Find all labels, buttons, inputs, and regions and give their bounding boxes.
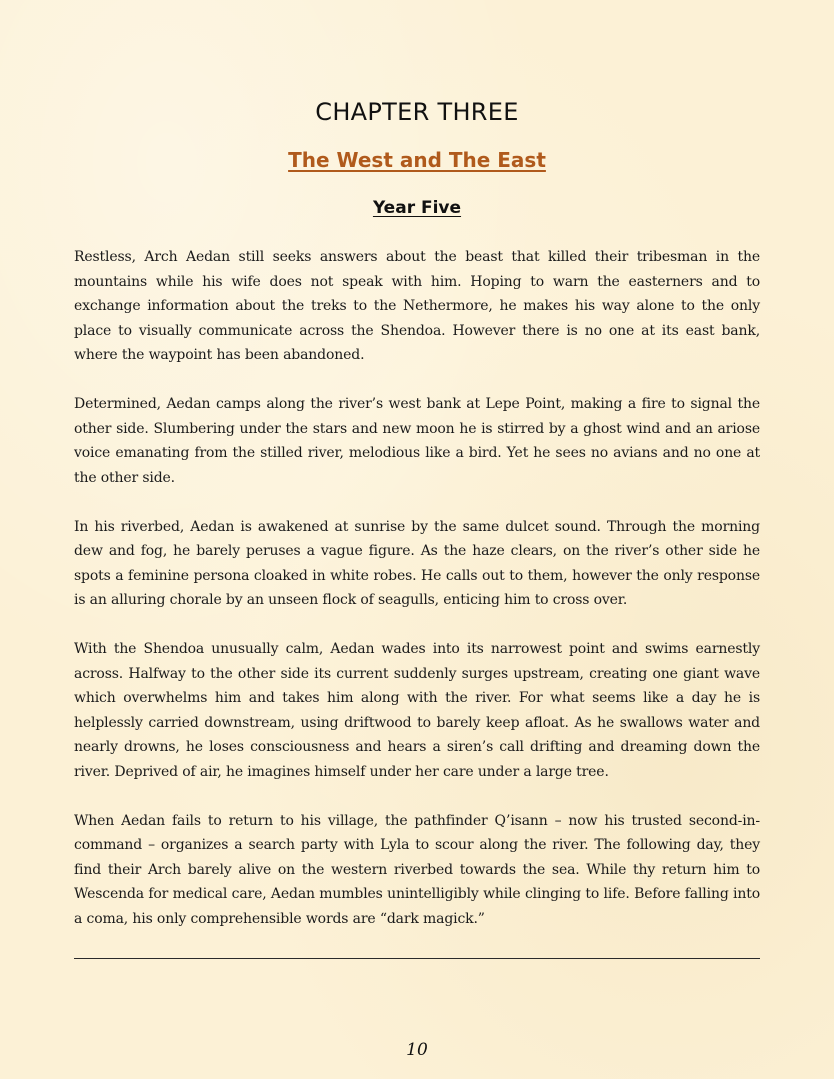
paragraph: Determined, Aedan camps along the river’s west bank at Lepe Point, making a fire to signal the other side. Slumbering under the stars and new moon he is stirred by a ghost wind and an ariose voice emanating from the stilled river, melodious like a bird. Yet he sees no avians and no one at the other side.: [74, 396, 760, 486]
chapter-subtitle: [0, 148, 834, 172]
paragraph: When Aedan fails to return to his village, the pathfinder Q’isann – now his trusted second-in-command – organizes a search party with Lyla to scour along the river. The following day, they find their Arch barely alive on the western riverbed towards the sea. While thy return him to Wescenda for medical care, Aedan mumbles unintelligibly while clinging to life. Before falling into a coma, his only comprehensible words are “dark magick.”: [74, 812, 760, 927]
paragraph: Restless, Arch Aedan still seeks answers about the beast that killed their tribesman in the mountains while his wife does not speak with him. Hoping to warn the easterners and to exchange information about the treks to the Nethermore, he makes his way alone to the only place to visually communicate across the Shendoa. However there is no one at its east bank, where the waypoint has been abandoned.: [74, 249, 760, 363]
chapter-subtitle-text: The West and The East: [288, 148, 546, 172]
page-number: 10: [406, 1040, 428, 1060]
section-divider: [74, 958, 760, 959]
paragraph: In his riverbed, Aedan is awakened at sunrise by the same dulcet sound. Through the morning dew and fog, he barely peruses a vague figure. As the haze clears, on the river’s other side he spots a feminine persona cloaked in white robes. He calls out to them, however the only response is an alluring chorale by an unseen flock of seagulls, enticing him to cross over.: [74, 518, 760, 608]
chapter-body: [74, 245, 760, 956]
year-heading-text: Year Five: [372, 198, 462, 218]
chapter-title: CHAPTER THREE: [315, 98, 519, 126]
paragraph: With the Shendoa unusually calm, Aedan wades into its narrowest point and swims earnestly across. Halfway to the other side its current suddenly surges upstream, creating one giant wave which overwhelms him and takes him along with the river. For what seems like a day he is helplessly carried downstream, using driftwood to barely keep afloat. As he swallows water and nearly drowns, he loses consciousness and hears a siren’s call drifting and dreaming down the river. Deprived of air, he imagines himself under her care under a large tree.: [74, 641, 760, 780]
year-heading: [0, 198, 834, 218]
